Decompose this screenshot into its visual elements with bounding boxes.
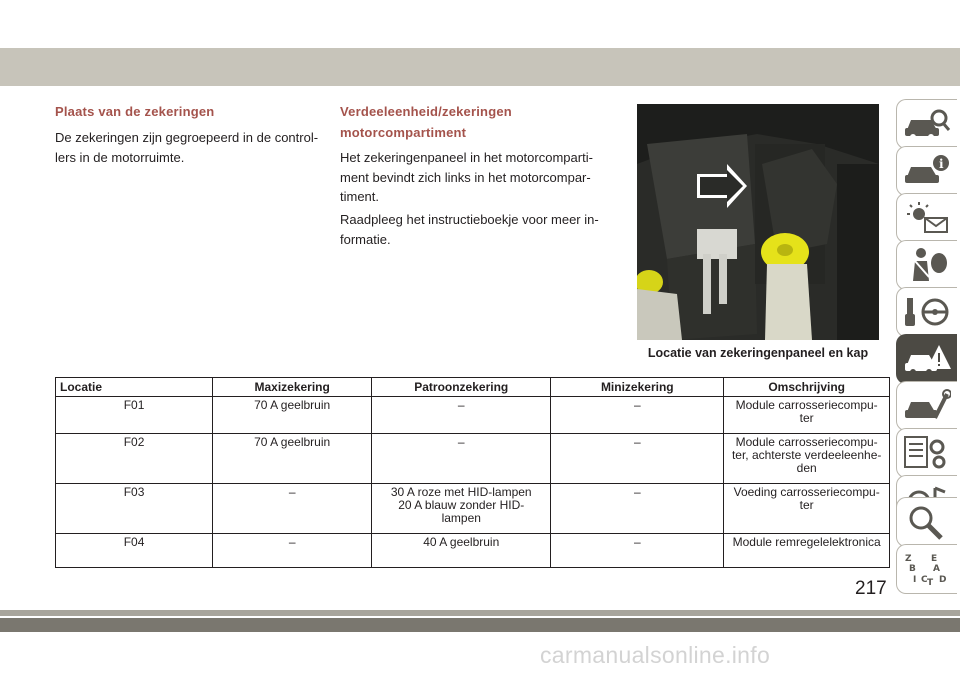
heading-line: Verdeeleenheid/zekeringen <box>340 104 512 119</box>
cell-patroonzekering <box>372 484 551 534</box>
seatbelt-airbag-icon <box>903 247 951 283</box>
specifications-gears-icon <box>903 435 951 471</box>
engine-bay-photo <box>637 104 879 340</box>
cell-omschrijving <box>724 484 890 534</box>
cell-line: Module remregelelektronica <box>732 535 881 549</box>
warning-lights-message-icon <box>903 200 951 236</box>
car-service-wrench-icon <box>903 388 951 424</box>
index-letter: E <box>931 554 938 564</box>
index-letter: C <box>921 575 928 585</box>
engine-fuses-paragraph-2 <box>340 210 625 249</box>
column-header-omschrijving: Omschrijving <box>724 378 890 397</box>
text-line: lers in de motorruimte. <box>55 149 185 165</box>
cell-line: 30 A roze met HID-lampen <box>390 485 532 499</box>
tab-service[interactable] <box>896 381 957 431</box>
table-row <box>56 534 890 568</box>
index-letter: T <box>927 578 934 587</box>
index-letter: A <box>933 564 940 574</box>
column-header-patroonzekering: Patroonzekering <box>372 378 551 397</box>
text-line: De zekeringen zijn gegroepeerd in de control- <box>55 130 319 145</box>
cell-line: ter <box>799 411 814 425</box>
index-letter: I <box>913 575 917 585</box>
cell-locatie: F03 <box>56 484 213 534</box>
text-line: ment bevindt zich links in het motorcompar- <box>340 169 591 185</box>
starting-driving-icon <box>903 294 951 330</box>
tab-starting-driving[interactable] <box>896 287 957 337</box>
cell-line: – <box>457 398 465 412</box>
column-header-maxizekering: Maxizekering <box>213 378 372 397</box>
svg-text:i: i <box>939 157 944 171</box>
cell-line: Module carrosseriecompu- <box>735 435 878 449</box>
cell-locatie: F02 <box>56 434 213 484</box>
bottom-band-dark <box>0 618 960 632</box>
cell-omschrijving <box>724 397 890 434</box>
table-row <box>56 397 890 434</box>
tab-specifications[interactable] <box>896 428 957 478</box>
index-letter: Z <box>905 554 912 564</box>
table-row <box>56 434 890 484</box>
column-header-locatie: Locatie <box>56 378 213 397</box>
index-letter: D <box>939 575 947 585</box>
tab-warning-lights[interactable] <box>896 193 957 243</box>
watermark: carmanualsonline.info <box>540 642 771 668</box>
cell-patroonzekering <box>372 534 551 568</box>
section-heading-fuse-location: Plaats van de zekeringen <box>55 104 215 119</box>
figure-caption: Locatie van zekeringenpaneel en kap <box>647 346 869 360</box>
heading-line: motorcompartiment <box>340 125 467 140</box>
cell-omschrijving <box>724 434 890 484</box>
text-line: timent. <box>340 189 380 204</box>
fuse-table <box>55 377 890 568</box>
tab-seatbelt-airbag[interactable] <box>896 240 957 290</box>
text-line: Raadpleeg het instructieboekje voor meer in- <box>340 212 599 227</box>
cell-locatie: F01 <box>56 397 213 434</box>
cell-line: den <box>796 461 817 475</box>
search-magnifier-icon <box>903 504 951 540</box>
index-letters-icon <box>903 551 951 587</box>
cell-locatie: F04 <box>56 534 213 568</box>
cell-maxizekering: – <box>213 534 372 568</box>
cell-line: Module carrosseriecompu- <box>735 398 878 412</box>
cell-line: 20 A blauw zonder HID- <box>398 498 525 512</box>
cell-patroonzekering <box>372 397 551 434</box>
table-row <box>56 484 890 534</box>
page-number: 217 <box>855 578 887 599</box>
cell-omschrijving <box>724 534 890 568</box>
car-info-icon <box>903 153 951 189</box>
tab-search[interactable] <box>896 497 957 547</box>
cell-minizekering: – <box>551 397 724 434</box>
cell-maxizekering: 70 A geelbruin <box>213 434 372 484</box>
section-heading-engine-fuses <box>340 101 512 143</box>
tab-car-magnifier[interactable] <box>896 99 957 149</box>
cell-line: lampen <box>441 511 481 525</box>
cell-maxizekering: – <box>213 484 372 534</box>
cell-line: – <box>457 435 465 449</box>
cell-minizekering: – <box>551 484 724 534</box>
column-header-minizekering: Minizekering <box>551 378 724 397</box>
bottom-band-light <box>0 610 960 616</box>
text-line: Het zekeringenpaneel in het motorcomparti- <box>340 150 593 165</box>
top-header-band <box>0 48 960 86</box>
cell-patroonzekering <box>372 434 551 484</box>
tab-index[interactable] <box>896 544 957 594</box>
index-letter: B <box>909 564 916 574</box>
text-line: formatie. <box>340 231 391 247</box>
tab-car-info[interactable] <box>896 146 957 196</box>
engine-fuses-paragraph-1 <box>340 148 625 207</box>
cell-minizekering: – <box>551 434 724 484</box>
table-header-row <box>56 378 890 397</box>
emergency-car-icon <box>903 341 951 377</box>
fuse-location-paragraph <box>55 128 325 167</box>
cell-line: ter <box>799 498 814 512</box>
cell-minizekering: – <box>551 534 724 568</box>
tab-emergency[interactable] <box>896 334 957 384</box>
cell-line: 40 A geelbruin <box>423 535 500 549</box>
cell-line: ter, achterste verdeeleenhe- <box>731 448 882 462</box>
car-magnifier-icon <box>903 106 951 142</box>
cell-maxizekering: 70 A geelbruin <box>213 397 372 434</box>
cell-line: Voeding carrosseriecompu- <box>733 485 880 499</box>
